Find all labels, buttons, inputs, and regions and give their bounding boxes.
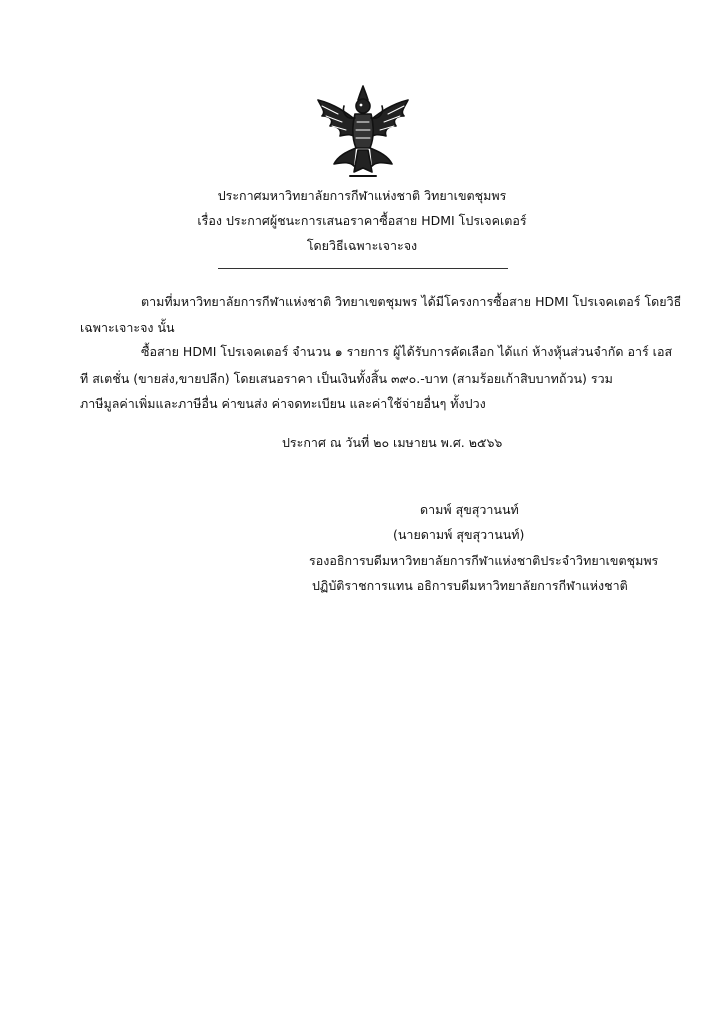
announcement-subject: เรื่อง ประกาศผู้ชนะการเสนอราคาซื้อสาย HDMI โปรเจคเตอร์: [197, 213, 527, 228]
body-paragraph-1-line-2: เฉพาะเจาะจง นั้น: [80, 320, 175, 335]
announcement-title: ประกาศมหาวิทยาลัยการกีฬาแห่งชาติ วิทยาเขตชุมพร: [217, 188, 507, 203]
signatory-position: รองอธิการบดีมหาวิทยาลัยการกีฬาแห่งชาติประจำวิทยาเขตชุมพร: [309, 553, 659, 568]
announcement-date: ประกาศ ณ วันที่ ๒๐ เมษายน พ.ศ. ๒๕๖๖: [282, 435, 503, 450]
signatory-acting-position: ปฏิบัติราชการแทน อธิการบดีมหาวิทยาลัยการกีฬาแห่งชาติ: [312, 578, 628, 593]
body-paragraph-2-line-3: ภาษีมูลค่าเพิ่มและภาษีอื่น ค่าขนส่ง ค่าจดทะเบียน และค่าใช้จ่ายอื่นๆ ทั้งปวง: [80, 396, 486, 411]
signatory-printed-name: (นายดามพ์ สุขสุวานนท์): [393, 527, 525, 542]
garuda-emblem-icon: [308, 82, 418, 180]
body-paragraph-2-line-1: ซื้อสาย HDMI โปรเจคเตอร์ จำนวน ๑ รายการ ผู้ได้รับการคัดเลือก ได้แก่ ห้างหุ้นส่วนจำกัด อาร์ เอส: [141, 344, 673, 359]
signature-name: ดามพ์ สุขสุวานนท์: [420, 502, 519, 517]
procurement-method: โดยวิธีเฉพาะเจาะจง: [306, 238, 418, 253]
separator-line: [218, 268, 508, 269]
body-paragraph-1-line-1: ตามที่มหาวิทยาลัยการกีฬาแห่งชาติ วิทยาเขตชุมพร ได้มีโครงการซื้อสาย HDMI โปรเจคเตอร์ โดยวิธี: [141, 294, 682, 309]
body-paragraph-2-line-2: ที สเตชั่น (ขายส่ง,ขายปลีก) โดยเสนอราคา เป็นเงินทั้งสิ้น ๓๙๐.-บาท (สามร้อยเก้าสิบบาทถ้วน) รวม: [80, 371, 613, 386]
